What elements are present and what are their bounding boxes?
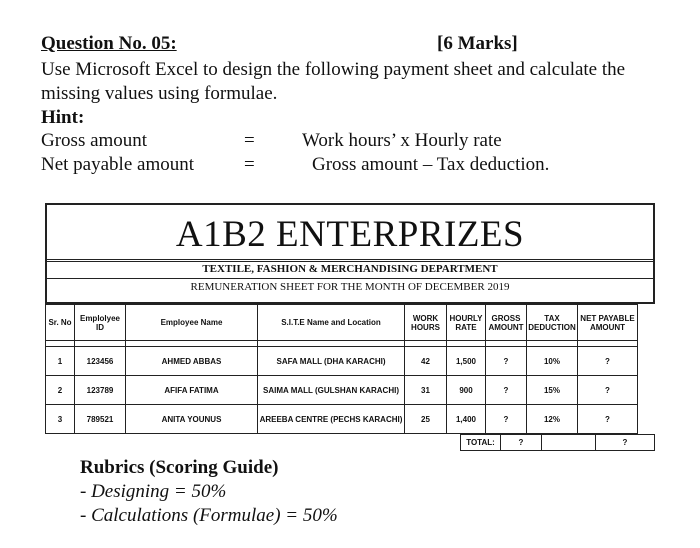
formula-gross-left: Gross amount [41,130,148,151]
cell-sr-no: 2 [46,376,75,405]
header-employee-name: Employee Name [126,305,258,341]
total-tax-deduction [541,434,596,451]
cell-employee-name: AHMED ABBAS [126,347,258,376]
cell-employee-name: ANITA YOUNUS [126,405,258,434]
formula-net-left: Net payable amount [41,154,195,175]
rubrics-title: Rubrics (Scoring Guide) [80,457,279,478]
cell-work-hours: 25 [405,405,447,434]
question-marks: [6 Marks] [437,33,518,54]
cell-net-payable: ? [578,376,638,405]
question-text: Use Microsoft Excel to design the following payment sheet and calculate the missing values using formulae. [41,59,626,104]
payment-sheet-header [45,203,655,304]
cell-sr-no: 1 [46,347,75,376]
header-site-location: S.I.T.E Name and Location [258,305,405,341]
question-title: Question No. 05: [41,33,177,54]
divider [47,278,653,279]
cell-gross-amount: ? [486,347,527,376]
cell-gross-amount: ? [486,405,527,434]
cell-employee-id: 789521 [75,405,126,434]
header-sr-no: Sr. No [46,305,75,341]
table-row [46,347,638,376]
cell-tax-deduction: 15% [527,376,578,405]
cell-hourly-rate: 900 [447,376,486,405]
formula-gross-equals: = [244,130,255,151]
divider [47,259,653,260]
cell-site-location: AREEBA CENTRE (PECHS KARACHI) [258,405,405,434]
divider [47,261,653,262]
cell-net-payable: ? [578,405,638,434]
formula-net-right: Gross amount – Tax deduction. [312,154,550,175]
cell-work-hours: 42 [405,347,447,376]
cell-tax-deduction: 12% [527,405,578,434]
table-header-row [46,305,638,341]
total-gross-amount: ? [500,434,542,451]
header-employee-id: Emplolyee ID [75,305,126,341]
cell-employee-id: 123456 [75,347,126,376]
formula-net-equals: = [244,154,255,175]
cell-employee-name: AFIFA FATIMA [126,376,258,405]
cell-site-location: SAIMA MALL (GULSHAN KARACHI) [258,376,405,405]
total-label: TOTAL: [460,434,501,451]
header-tax-deduction: TAX DEDUCTION [527,305,578,341]
cell-site-location: SAFA MALL (DHA KARACHI) [258,347,405,376]
total-net-payable: ? [595,434,655,451]
header-hourly-rate: HOURLY RATE [447,305,486,341]
table-row [46,405,638,434]
table-row [46,376,638,405]
payment-table [45,304,638,434]
company-name: A1B2 ENTERPRIZES [175,214,525,255]
cell-tax-deduction: 10% [527,347,578,376]
rubric-item: - Designing = 50% [80,481,227,502]
hint-label: Hint: [41,107,85,128]
rubric-item: - Calculations (Formulae) = 50% [80,505,338,526]
cell-work-hours: 31 [405,376,447,405]
formula-gross-right: Work hours’ x Hourly rate [302,130,502,151]
header-gross-amount: GROSS AMOUNT [486,305,527,341]
cell-net-payable: ? [578,347,638,376]
cell-hourly-rate: 1,400 [447,405,486,434]
remuneration-title: REMUNERATION SHEET FOR THE MONTH OF DECEMBER 2019 [190,281,510,293]
department-name: TEXTILE, FASHION & MERCHANDISING DEPARTMENT [202,263,498,275]
cell-employee-id: 123789 [75,376,126,405]
header-work-hours: WORK HOURS [405,305,447,341]
cell-hourly-rate: 1,500 [447,347,486,376]
cell-sr-no: 3 [46,405,75,434]
header-net-payable: NET PAYABLE AMOUNT [578,305,638,341]
cell-gross-amount: ? [486,376,527,405]
